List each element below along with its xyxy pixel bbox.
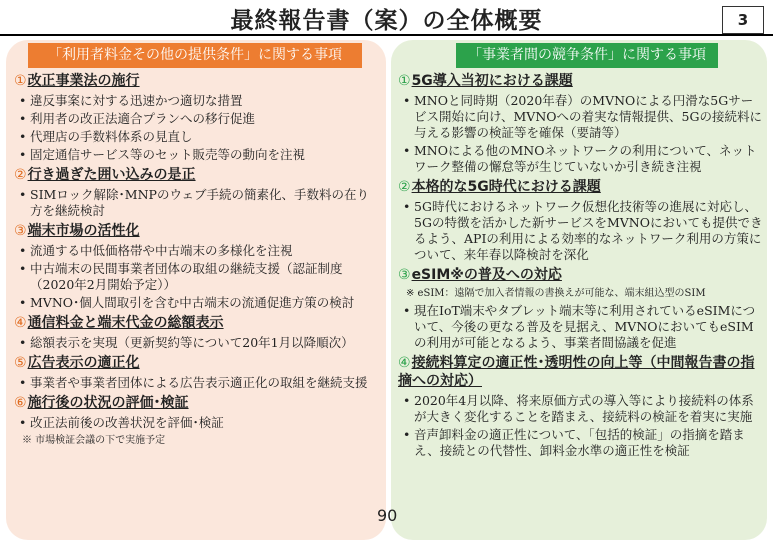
right-section-1 — [398, 72, 764, 175]
list-item: • MVNO･個人間取引を含む中古端末の流通促進方策の検討 — [14, 295, 378, 311]
left-section-1 — [14, 72, 378, 163]
list-item: • MNOと同時期（2020年春）のMVNOによる円滑な5Gサービス開始に向け、MVNOへの着実な情報提供、5Gの接続料に与える影響の検証等を確保（要請等） — [398, 93, 764, 141]
section-heading: ②行き過ぎた囲い込みの是正 — [14, 167, 196, 183]
list-item: • 音声卸料金の適正性について、「包括的検証」の指摘を踏まえ、接続との代替性、卸料金水準の適正性を検証 — [398, 427, 764, 459]
left-column — [14, 72, 378, 450]
list-item: • 事業者や事業者団体による広告表示適正化の取組を継続支援 — [14, 375, 378, 391]
list-item: • SIMロック解除･MNPのウェブ手続の簡素化、手数料の在り方を継続検討 — [14, 187, 378, 219]
list-item: • 代理店の手数料体系の見直し — [14, 129, 378, 145]
list-item: • 総額表示を実現（更新契約等について20年1月以降順次） — [14, 335, 378, 351]
section-heading: ③eSIM※の普及への対応 — [398, 267, 562, 283]
right-section-2 — [398, 178, 764, 263]
list-item: • 2020年4月以降、将来原価方式の導入等により接続料の体系が大きく変化することを踏まえ、接続料の検証を着実に実施 — [398, 393, 764, 425]
section-heading: ④接続料算定の適正性･透明性の向上等（中間報告書の指摘への対応） — [398, 355, 755, 389]
right-column — [398, 72, 764, 462]
section-heading: ③端末市場の活性化 — [14, 223, 140, 239]
left-section-4 — [14, 314, 378, 351]
left-section-5 — [14, 354, 378, 391]
right-panel-title: 「事業者間の競争条件」に関する事項 — [456, 43, 718, 68]
list-item: • 違反事案に対する迅速かつ適切な措置 — [14, 93, 378, 109]
right-section-3 — [398, 266, 764, 351]
list-item: • 固定通信サービス等のセット販売等の動向を注視 — [14, 147, 378, 163]
right-section-4 — [398, 354, 764, 459]
section-heading: ④通信料金と端末代金の総額表示 — [14, 315, 224, 331]
section-heading: ⑥施行後の状況の評価･検証 — [14, 395, 189, 411]
section-heading: ②本格的な5G時代における課題 — [398, 179, 601, 195]
list-item: • 現在IoT端末やタブレット端末等に利用されているeSIMについて、今後の更なる普及を見据え、MVNOにおいてもeSIMの利用が可能となるよう、事業者間協議を促進 — [398, 303, 764, 351]
list-item: • 5G時代におけるネットワーク仮想化技術等の進展に対応し、5Gの特徴を活かした新サービスをMVNOにおいても提供できるよう、APIの利用による効率的なネットワーク利用の方策について、来年春以降検討を深化 — [398, 199, 764, 263]
list-item: • 改正法前後の改善状況を評価･検証 — [14, 415, 378, 431]
left-panel-title: 「利用者料金その他の提供条件」に関する事項 — [28, 43, 362, 68]
page-number: 3 — [722, 6, 764, 34]
footnote: ※ eSIM：遠隔で加入者情報の書換えが可能な、端末組込型のSIM — [406, 288, 706, 299]
section-heading: ①5G導入当初における課題 — [398, 73, 573, 89]
title-rule — [0, 34, 773, 36]
left-section-6 — [14, 394, 378, 447]
left-section-3 — [14, 222, 378, 311]
left-section-2 — [14, 166, 378, 219]
list-item: • MNOによる他のMNOネットワークの利用について、ネットワーク整備の懈怠等が生じていないか引き続き注視 — [398, 143, 764, 175]
list-item: • 中古端末の民間事業者団体の取組の継続支援（認証制度（2020年2月開始予定）） — [14, 261, 378, 293]
list-item: • 流通する中低価格帯や中古端末の多様化を注視 — [14, 243, 378, 259]
section-heading: ①改正事業法の施行 — [14, 73, 140, 89]
footer-page-number: 90 — [377, 506, 398, 525]
list-item: • 利用者の改正法適合プランへの移行促進 — [14, 111, 378, 127]
page-title: 最終報告書（案）の全体概要 — [230, 8, 543, 34]
footnote: ※ 市場検証会議の下で実施予定 — [22, 435, 166, 446]
section-heading: ⑤広告表示の適正化 — [14, 355, 140, 371]
